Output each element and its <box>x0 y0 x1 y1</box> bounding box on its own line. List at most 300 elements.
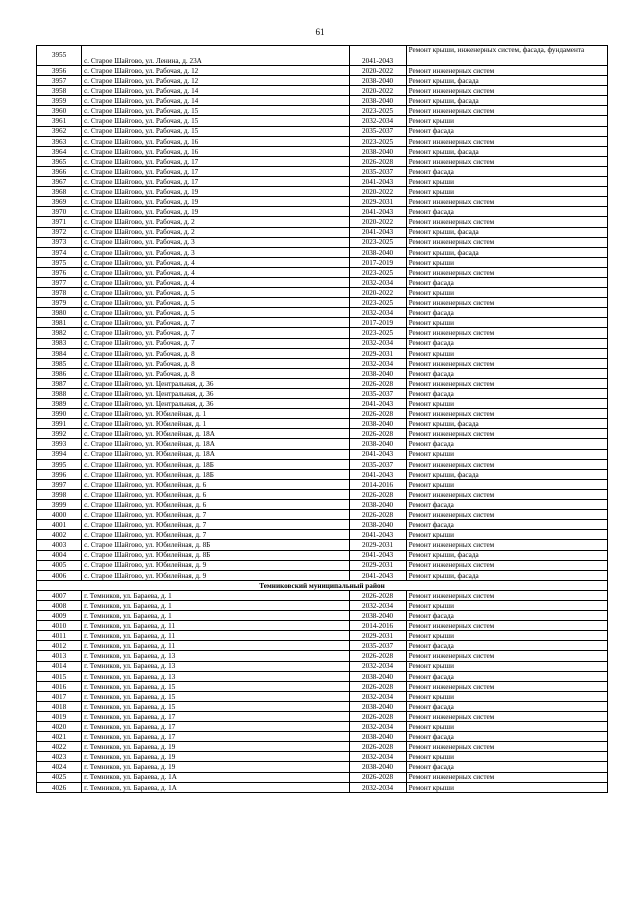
period-cell: 2041-2043 <box>349 530 406 540</box>
table-row <box>37 560 608 570</box>
address-cell: с. Старое Шайгово, ул. Рабочая, д. 8 <box>82 368 349 378</box>
table-row <box>37 590 608 600</box>
address-cell: с. Старое Шайгово, ул. Юбилейная, д. 6 <box>82 489 349 499</box>
work-type-cell: Ремонт крыши, фасада <box>406 570 607 580</box>
district-header: Темниковский муниципальный район <box>37 580 608 590</box>
row-number-cell: 4015 <box>37 671 82 681</box>
work-type-cell: Ремонт крыши, фасада <box>406 550 607 560</box>
address-cell: с. Старое Шайгово, ул. Рабочая, д. 7 <box>82 328 349 338</box>
work-type-cell: Ремонт инженерных систем <box>406 66 607 76</box>
period-cell: 2032-2034 <box>349 752 406 762</box>
period-cell: 2026-2028 <box>349 409 406 419</box>
address-cell: г. Темников, ул. Бараева, д. 13 <box>82 661 349 671</box>
table-row <box>37 146 608 156</box>
address-cell: с. Старое Шайгово, ул. Рабочая, д. 19 <box>82 197 349 207</box>
address-cell: с. Старое Шайгово, ул. Рабочая, д. 15 <box>82 126 349 136</box>
row-number-cell: 3977 <box>37 277 82 287</box>
table-row <box>37 166 608 176</box>
row-number-cell: 3981 <box>37 318 82 328</box>
work-type-cell: Ремонт фасада <box>406 641 607 651</box>
work-type-cell: Ремонт инженерных систем <box>406 772 607 782</box>
table-row <box>37 318 608 328</box>
period-cell: 2026-2028 <box>349 429 406 439</box>
row-number-cell: 4010 <box>37 621 82 631</box>
period-cell: 2023-2025 <box>349 298 406 308</box>
work-type-cell: Ремонт крыши <box>406 116 607 126</box>
table-row <box>37 631 608 641</box>
address-cell: г. Темников, ул. Бараева, д. 1 <box>82 590 349 600</box>
table-row <box>37 479 608 489</box>
row-number-cell: 3972 <box>37 227 82 237</box>
table-row <box>37 156 608 166</box>
work-type-cell: Ремонт фасада <box>406 368 607 378</box>
address-cell: с. Старое Шайгово, ул. Центральная, д. 36 <box>82 399 349 409</box>
period-cell: 2029-2031 <box>349 540 406 550</box>
period-cell: 2029-2031 <box>349 560 406 570</box>
period-cell: 2032-2034 <box>349 661 406 671</box>
work-type-cell: Ремонт инженерных систем <box>406 298 607 308</box>
work-type-cell: Ремонт крыши <box>406 479 607 489</box>
period-cell: 2023-2025 <box>349 328 406 338</box>
work-type-cell: Ремонт инженерных систем <box>406 681 607 691</box>
table-row <box>37 540 608 550</box>
address-cell: с. Старое Шайгово, ул. Рабочая, д. 7 <box>82 318 349 328</box>
row-number-cell: 4008 <box>37 600 82 610</box>
table-row <box>37 691 608 701</box>
row-number-cell: 3973 <box>37 237 82 247</box>
work-type-cell: Ремонт фасада <box>406 277 607 287</box>
row-number-cell: 4025 <box>37 772 82 782</box>
table-row <box>37 46 608 66</box>
row-number-cell: 3979 <box>37 298 82 308</box>
address-cell: с. Старое Шайгово, ул. Рабочая, д. 5 <box>82 288 349 298</box>
work-type-cell: Ремонт фасада <box>406 500 607 510</box>
repair-schedule-table <box>36 45 608 793</box>
period-cell: 2026-2028 <box>349 651 406 661</box>
work-type-cell: Ремонт инженерных систем <box>406 409 607 419</box>
row-number-cell: 3974 <box>37 247 82 257</box>
table-row <box>37 661 608 671</box>
address-cell: г. Темников, ул. Бараева, д. 19 <box>82 742 349 752</box>
work-type-cell: Ремонт крыши <box>406 187 607 197</box>
address-cell: с. Старое Шайгово, ул. Ленина, д. 23А <box>82 46 349 66</box>
row-number-cell: 4016 <box>37 681 82 691</box>
address-cell: с. Старое Шайгово, ул. Юбилейная, д. 1 <box>82 419 349 429</box>
period-cell: 2035-2037 <box>349 166 406 176</box>
period-cell: 2038-2040 <box>349 520 406 530</box>
period-cell: 2038-2040 <box>349 96 406 106</box>
row-number-cell: 4026 <box>37 782 82 792</box>
work-type-cell: Ремонт инженерных систем <box>406 106 607 116</box>
table-row <box>37 782 608 792</box>
period-cell: 2038-2040 <box>349 701 406 711</box>
row-number-cell: 3990 <box>37 409 82 419</box>
row-number-cell: 4018 <box>37 701 82 711</box>
work-type-cell: Ремонт крыши <box>406 530 607 540</box>
work-type-cell: Ремонт инженерных систем <box>406 459 607 469</box>
table-row <box>37 328 608 338</box>
row-number-cell: 3970 <box>37 207 82 217</box>
period-cell: 2032-2034 <box>349 782 406 792</box>
period-cell: 2041-2043 <box>349 207 406 217</box>
table-row <box>37 267 608 277</box>
work-type-cell: Ремонт инженерных систем <box>406 267 607 277</box>
work-type-cell: Ремонт крыши, фасада <box>406 76 607 86</box>
table-row <box>37 237 608 247</box>
period-cell: 2041-2043 <box>349 227 406 237</box>
row-number-cell: 3960 <box>37 106 82 116</box>
work-type-cell: Ремонт крыши <box>406 449 607 459</box>
work-type-cell: Ремонт инженерных систем <box>406 358 607 368</box>
row-number-cell: 3988 <box>37 389 82 399</box>
row-number-cell: 3980 <box>37 308 82 318</box>
work-type-cell: Ремонт инженерных систем <box>406 136 607 146</box>
table-row <box>37 368 608 378</box>
work-type-cell: Ремонт инженерных систем <box>406 510 607 520</box>
row-number-cell: 4005 <box>37 560 82 570</box>
table-row <box>37 409 608 419</box>
work-type-cell: Ремонт крыши, фасада <box>406 146 607 156</box>
row-number-cell: 3995 <box>37 459 82 469</box>
period-cell: 2017-2019 <box>349 257 406 267</box>
period-cell: 2020-2022 <box>349 187 406 197</box>
row-number-cell: 4007 <box>37 590 82 600</box>
work-type-cell: Ремонт фасада <box>406 126 607 136</box>
table-row <box>37 429 608 439</box>
row-number-cell: 3966 <box>37 166 82 176</box>
address-cell: с. Старое Шайгово, ул. Рабочая, д. 4 <box>82 267 349 277</box>
table-row <box>37 338 608 348</box>
row-number-cell: 3959 <box>37 96 82 106</box>
address-cell: г. Темников, ул. Бараева, д. 17 <box>82 712 349 722</box>
period-cell: 2038-2040 <box>349 732 406 742</box>
period-cell: 2014-2016 <box>349 621 406 631</box>
address-cell: с. Старое Шайгово, ул. Юбилейная, д. 8Б <box>82 540 349 550</box>
address-cell: с. Старое Шайгово, ул. Рабочая, д. 14 <box>82 96 349 106</box>
row-number-cell: 4020 <box>37 722 82 732</box>
table-row <box>37 207 608 217</box>
table-row <box>37 439 608 449</box>
table-row <box>37 489 608 499</box>
row-number-cell: 3994 <box>37 449 82 459</box>
work-type-cell: Ремонт крыши <box>406 399 607 409</box>
table-row <box>37 469 608 479</box>
address-cell: г. Темников, ул. Бараева, д. 1А <box>82 772 349 782</box>
work-type-cell: Ремонт фасада <box>406 671 607 681</box>
address-cell: с. Старое Шайгово, ул. Рабочая, д. 14 <box>82 86 349 96</box>
work-type-cell: Ремонт крыши, фасада <box>406 227 607 237</box>
address-cell: г. Темников, ул. Бараева, д. 19 <box>82 752 349 762</box>
row-number-cell: 3991 <box>37 419 82 429</box>
table-row <box>37 641 608 651</box>
work-type-cell: Ремонт крыши <box>406 631 607 641</box>
work-type-cell: Ремонт фасада <box>406 762 607 772</box>
address-cell: с. Старое Шайгово, ул. Рабочая, д. 17 <box>82 166 349 176</box>
work-type-cell: Ремонт крыши, фасада <box>406 419 607 429</box>
row-number-cell: 3989 <box>37 399 82 409</box>
row-number-cell: 3986 <box>37 368 82 378</box>
period-cell: 2023-2025 <box>349 136 406 146</box>
period-cell: 2032-2034 <box>349 722 406 732</box>
table-row <box>37 752 608 762</box>
table-row <box>37 742 608 752</box>
table-row <box>37 651 608 661</box>
table-row <box>37 197 608 207</box>
address-cell: с. Старое Шайгово, ул. Рабочая, д. 3 <box>82 247 349 257</box>
address-cell: с. Старое Шайгово, ул. Рабочая, д. 15 <box>82 116 349 126</box>
address-cell: с. Старое Шайгово, ул. Рабочая, д. 16 <box>82 136 349 146</box>
work-type-cell: Ремонт крыши <box>406 318 607 328</box>
period-cell: 2017-2019 <box>349 318 406 328</box>
address-cell: с. Старое Шайгово, ул. Юбилейная, д. 18Б <box>82 469 349 479</box>
row-number-cell: 3992 <box>37 429 82 439</box>
row-number-cell: 4003 <box>37 540 82 550</box>
work-type-cell: Ремонт фасада <box>406 520 607 530</box>
row-number-cell: 3993 <box>37 439 82 449</box>
address-cell: с. Старое Шайгово, ул. Рабочая, д. 8 <box>82 358 349 368</box>
address-cell: с. Старое Шайгово, ул. Рабочая, д. 12 <box>82 76 349 86</box>
period-cell: 2041-2043 <box>349 399 406 409</box>
row-number-cell: 3996 <box>37 469 82 479</box>
period-cell: 2038-2040 <box>349 671 406 681</box>
period-cell: 2041-2043 <box>349 550 406 560</box>
period-cell: 2032-2034 <box>349 308 406 318</box>
period-cell: 2041-2043 <box>349 177 406 187</box>
period-cell: 2032-2034 <box>349 600 406 610</box>
address-cell: с. Старое Шайгово, ул. Юбилейная, д. 18Б <box>82 459 349 469</box>
work-type-cell: Ремонт инженерных систем <box>406 217 607 227</box>
row-number-cell: 3976 <box>37 267 82 277</box>
row-number-cell: 4024 <box>37 762 82 772</box>
row-number-cell: 4023 <box>37 752 82 762</box>
table-row <box>37 217 608 227</box>
table-row <box>37 611 608 621</box>
work-type-cell: Ремонт крыши <box>406 722 607 732</box>
period-cell: 2023-2025 <box>349 237 406 247</box>
row-number-cell: 4002 <box>37 530 82 540</box>
period-cell: 2029-2031 <box>349 631 406 641</box>
row-number-cell: 3998 <box>37 489 82 499</box>
address-cell: г. Темников, ул. Бараева, д. 19 <box>82 762 349 772</box>
period-cell: 2014-2016 <box>349 479 406 489</box>
period-cell: 2023-2025 <box>349 106 406 116</box>
period-cell: 2023-2025 <box>349 267 406 277</box>
table-row <box>37 177 608 187</box>
work-type-cell: Ремонт инженерных систем <box>406 237 607 247</box>
address-cell: с. Старое Шайгово, ул. Рабочая, д. 7 <box>82 338 349 348</box>
period-cell: 2020-2022 <box>349 288 406 298</box>
table-row <box>37 530 608 540</box>
address-cell: г. Темников, ул. Бараева, д. 11 <box>82 621 349 631</box>
address-cell: с. Старое Шайгово, ул. Рабочая, д. 4 <box>82 277 349 287</box>
period-cell: 2026-2028 <box>349 156 406 166</box>
row-number-cell: 3999 <box>37 500 82 510</box>
address-cell: г. Темников, ул. Бараева, д. 17 <box>82 732 349 742</box>
address-cell: с. Старое Шайгово, ул. Юбилейная, д. 18А <box>82 449 349 459</box>
table-row <box>37 86 608 96</box>
table-row <box>37 419 608 429</box>
table-row <box>37 106 608 116</box>
work-type-cell: Ремонт фасада <box>406 389 607 399</box>
work-type-cell: Ремонт крыши <box>406 600 607 610</box>
period-cell: 2032-2034 <box>349 338 406 348</box>
address-cell: с. Старое Шайгово, ул. Юбилейная, д. 18А <box>82 439 349 449</box>
period-cell: 2041-2043 <box>349 469 406 479</box>
table-row <box>37 298 608 308</box>
period-cell: 2026-2028 <box>349 772 406 782</box>
row-number-cell: 4009 <box>37 611 82 621</box>
row-number-cell: 3983 <box>37 338 82 348</box>
work-type-cell: Ремонт крыши <box>406 691 607 701</box>
work-type-cell: Ремонт крыши <box>406 752 607 762</box>
table-row <box>37 671 608 681</box>
work-type-cell: Ремонт фасада <box>406 701 607 711</box>
work-type-cell: Ремонт фасада <box>406 611 607 621</box>
period-cell: 2038-2040 <box>349 146 406 156</box>
work-type-cell: Ремонт инженерных систем <box>406 712 607 722</box>
address-cell: г. Темников, ул. Бараева, д. 1 <box>82 600 349 610</box>
work-type-cell: Ремонт фасада <box>406 207 607 217</box>
period-cell: 2032-2034 <box>349 691 406 701</box>
period-cell: 2032-2034 <box>349 277 406 287</box>
row-number-cell: 3955 <box>37 46 82 66</box>
period-cell: 2038-2040 <box>349 247 406 257</box>
period-cell: 2041-2043 <box>349 46 406 66</box>
row-number-cell: 4000 <box>37 510 82 520</box>
district-header-row <box>37 580 608 590</box>
work-type-cell: Ремонт фасада <box>406 166 607 176</box>
table-row <box>37 136 608 146</box>
work-type-cell: Ремонт инженерных систем <box>406 560 607 570</box>
period-cell: 2020-2022 <box>349 66 406 76</box>
row-number-cell: 3982 <box>37 328 82 338</box>
address-cell: с. Старое Шайгово, ул. Центральная, д. 36 <box>82 389 349 399</box>
row-number-cell: 4004 <box>37 550 82 560</box>
period-cell: 2029-2031 <box>349 348 406 358</box>
table-row <box>37 712 608 722</box>
address-cell: г. Темников, ул. Бараева, д. 1 <box>82 611 349 621</box>
row-number-cell: 4022 <box>37 742 82 752</box>
table-row <box>37 520 608 530</box>
address-cell: с. Старое Шайгово, ул. Рабочая, д. 4 <box>82 257 349 267</box>
address-cell: с. Старое Шайгово, ул. Рабочая, д. 2 <box>82 227 349 237</box>
row-number-cell: 4012 <box>37 641 82 651</box>
table-row <box>37 732 608 742</box>
work-type-cell: Ремонт инженерных систем <box>406 197 607 207</box>
period-cell: 2041-2043 <box>349 570 406 580</box>
row-number-cell: 3969 <box>37 197 82 207</box>
address-cell: г. Темников, ул. Бараева, д. 11 <box>82 631 349 641</box>
work-type-cell: Ремонт инженерных систем <box>406 489 607 499</box>
row-number-cell: 3963 <box>37 136 82 146</box>
work-type-cell: Ремонт инженерных систем <box>406 540 607 550</box>
work-type-cell: Ремонт инженерных систем <box>406 590 607 600</box>
address-cell: с. Старое Шайгово, ул. Юбилейная, д. 9 <box>82 570 349 580</box>
work-type-cell: Ремонт крыши <box>406 288 607 298</box>
table-row <box>37 500 608 510</box>
address-cell: с. Старое Шайгово, ул. Юбилейная, д. 7 <box>82 530 349 540</box>
address-cell: с. Старое Шайгово, ул. Юбилейная, д. 9 <box>82 560 349 570</box>
address-cell: с. Старое Шайгово, ул. Рабочая, д. 5 <box>82 308 349 318</box>
period-cell: 2026-2028 <box>349 590 406 600</box>
period-cell: 2038-2040 <box>349 611 406 621</box>
address-cell: с. Старое Шайгово, ул. Юбилейная, д. 7 <box>82 510 349 520</box>
address-cell: с. Старое Шайгово, ул. Рабочая, д. 19 <box>82 187 349 197</box>
work-type-cell: Ремонт крыши <box>406 177 607 187</box>
row-number-cell: 3984 <box>37 348 82 358</box>
table-row <box>37 66 608 76</box>
work-type-cell: Ремонт фасада <box>406 732 607 742</box>
table-row <box>37 358 608 368</box>
address-cell: г. Темников, ул. Бараева, д. 1А <box>82 782 349 792</box>
period-cell: 2032-2034 <box>349 116 406 126</box>
table-row <box>37 308 608 318</box>
work-type-cell: Ремонт инженерных систем <box>406 651 607 661</box>
table-row <box>37 257 608 267</box>
table-row <box>37 389 608 399</box>
period-cell: 2035-2037 <box>349 126 406 136</box>
period-cell: 2035-2037 <box>349 389 406 399</box>
table-row <box>37 621 608 631</box>
table-row <box>37 570 608 580</box>
row-number-cell: 4017 <box>37 691 82 701</box>
table-row <box>37 701 608 711</box>
address-cell: г. Темников, ул. Бараева, д. 15 <box>82 691 349 701</box>
address-cell: с. Старое Шайгово, ул. Рабочая, д. 19 <box>82 207 349 217</box>
row-number-cell: 3985 <box>37 358 82 368</box>
period-cell: 2038-2040 <box>349 368 406 378</box>
period-cell: 2026-2028 <box>349 489 406 499</box>
table-row <box>37 247 608 257</box>
table-row <box>37 116 608 126</box>
table-row <box>37 399 608 409</box>
row-number-cell: 3971 <box>37 217 82 227</box>
row-number-cell: 3965 <box>37 156 82 166</box>
table-row <box>37 600 608 610</box>
row-number-cell: 3958 <box>37 86 82 96</box>
address-cell: с. Старое Шайгово, ул. Юбилейная, д. 7 <box>82 520 349 530</box>
work-type-cell: Ремонт фасада <box>406 439 607 449</box>
address-cell: г. Темников, ул. Бараева, д. 15 <box>82 701 349 711</box>
table-row <box>37 459 608 469</box>
row-number-cell: 3957 <box>37 76 82 86</box>
row-number-cell: 4014 <box>37 661 82 671</box>
table-row <box>37 449 608 459</box>
period-cell: 2035-2037 <box>349 641 406 651</box>
work-type-cell: Ремонт инженерных систем <box>406 378 607 388</box>
address-cell: с. Старое Шайгово, ул. Рабочая, д. 8 <box>82 348 349 358</box>
work-type-cell: Ремонт крыши, фасада <box>406 469 607 479</box>
address-cell: с. Старое Шайгово, ул. Центральная, д. 36 <box>82 378 349 388</box>
work-type-cell: Ремонт крыши <box>406 348 607 358</box>
table-row <box>37 510 608 520</box>
table-row <box>37 187 608 197</box>
period-cell: 2026-2028 <box>349 712 406 722</box>
address-cell: с. Старое Шайгово, ул. Рабочая, д. 17 <box>82 177 349 187</box>
work-type-cell: Ремонт крыши, фасада <box>406 247 607 257</box>
period-cell: 2038-2040 <box>349 439 406 449</box>
work-type-cell: Ремонт фасада <box>406 308 607 318</box>
table-row <box>37 227 608 237</box>
address-cell: с. Старое Шайгово, ул. Юбилейная, д. 1 <box>82 409 349 419</box>
period-cell: 2026-2028 <box>349 681 406 691</box>
row-number-cell: 4013 <box>37 651 82 661</box>
work-type-cell: Ремонт крыши <box>406 257 607 267</box>
address-cell: г. Темников, ул. Бараева, д. 15 <box>82 681 349 691</box>
period-cell: 2020-2022 <box>349 86 406 96</box>
row-number-cell: 3956 <box>37 66 82 76</box>
work-type-cell: Ремонт инженерных систем <box>406 86 607 96</box>
